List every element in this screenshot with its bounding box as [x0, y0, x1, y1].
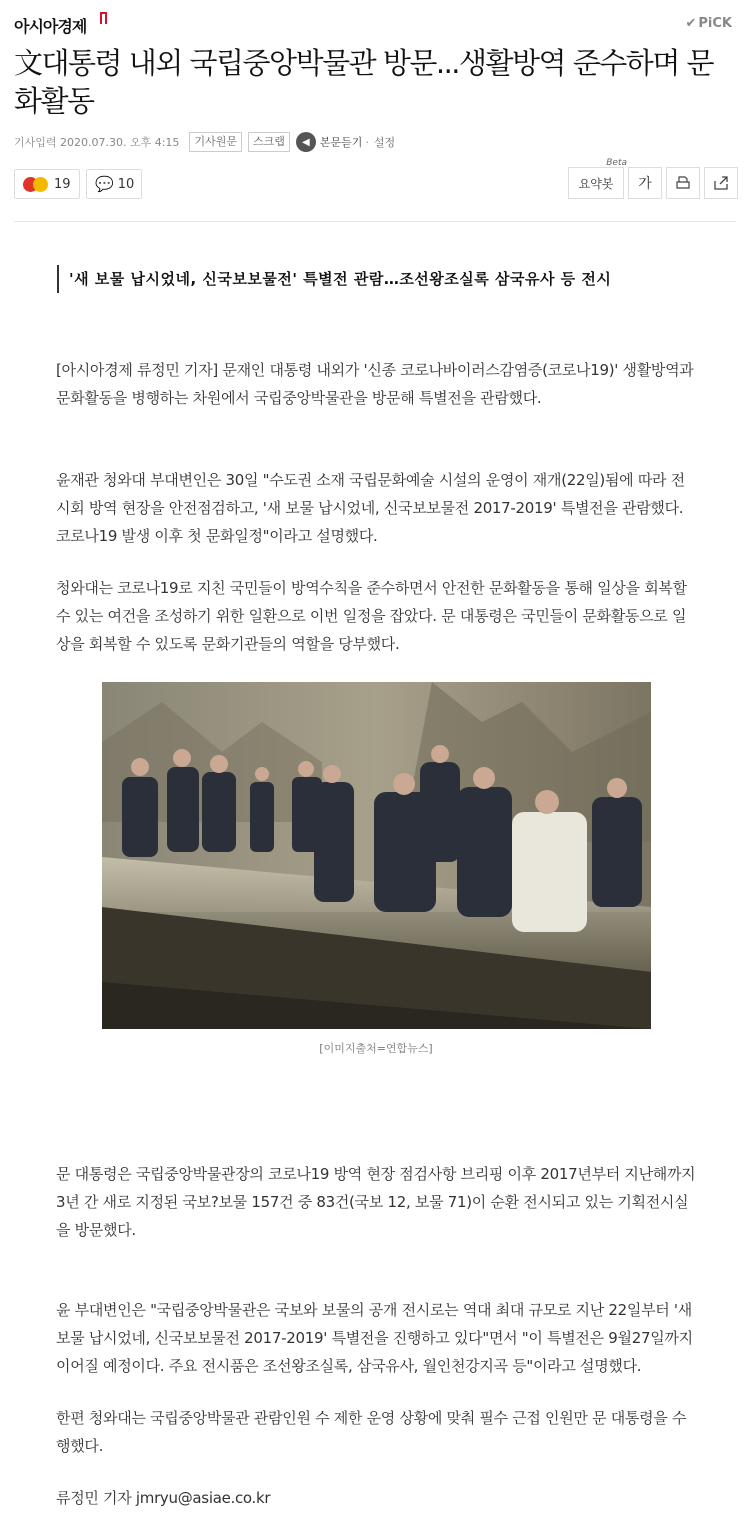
- meta-separator: ·: [365, 135, 369, 149]
- article-photo: [102, 682, 651, 1029]
- comment-button[interactable]: [86, 169, 142, 199]
- beta-badge: Beta: [606, 158, 627, 168]
- photo-caption: [이미지출처=연합뉴스]: [319, 1042, 433, 1055]
- check-icon: ✔: [685, 16, 697, 31]
- print-button[interactable]: [666, 167, 700, 199]
- article-paragraph-3: 청와대는 코로나19로 지친 국민들이 방역수칙을 준수하면서 안전한 문화활동을 통해 일상을 회복할 수 있는 여건을 조성하기 위한 일환으로 이번 일정을 잡았다. 문 대통령은 국민들이 문화활동으로 일상을 회복할 수 있도록 문화기관들의 역할을 당부했다.: [56, 579, 687, 653]
- font-size-label: 가: [638, 176, 652, 192]
- press-logo[interactable]: 아시아경제: [14, 17, 87, 36]
- press-logo-mark-icon: [100, 12, 107, 24]
- article-subheading: '새 보물 납시었네, 신국보보물전' 특별전 관람…조선왕조실록 삼국유사 등 전시: [57, 265, 699, 293]
- article-paragraph-1: [아시아경제 류정민 기자] 문재인 대통령 내외가 '신종 코로나바이러스감염증(코로나19)' 생활방역과 문화활동을 병행하는 차원에서 국립중앙박물관을 방문해 특별전을 관람했다.: [56, 361, 694, 407]
- listen-setting-button[interactable]: 설정: [373, 136, 396, 149]
- press-bar: [14, 10, 738, 40]
- reaction-count: 19: [54, 176, 71, 192]
- pick-label: PiCK: [698, 16, 732, 31]
- museum-visit-photo: [102, 682, 651, 1029]
- summary-bot-label: 요약봇: [578, 176, 614, 191]
- comment-icon: 💬: [95, 175, 114, 193]
- speaker-icon[interactable]: ◀: [296, 132, 316, 152]
- share-button[interactable]: [704, 167, 738, 199]
- original-article-button[interactable]: 기사원문: [189, 132, 242, 152]
- print-icon: [675, 175, 691, 191]
- article-byline: 류정민 기자 jmryu@asiae.co.kr: [56, 1489, 271, 1507]
- article-paragraph-5: 윤 부대변인은 "국립중앙박물관은 국보와 보물의 공개 전시로는 역대 최대 규모로 지난 22일부터 '새 보물 납시었네, 신국보보물전 2017-2019' 특별전을 진행하고 있다"면서 "이 특별전은 9월27일까지 이어질 예정이다. 주요 전시품은 조선왕조실록, 삼국유사, 월인천강지곡 등"이라고 설명했다.: [56, 1301, 693, 1375]
- article-paragraph-6: 한편 청와대는 국립중앙박물관 관람인원 수 제한 운영 상황에 맞춰 필수 근접 인원만 문 대통령을 수행했다.: [56, 1409, 687, 1455]
- publish-date: 기사입력 2020.07.30. 오후 4:15: [14, 136, 180, 149]
- article-meta: [14, 131, 395, 153]
- article-paragraph-4: 문 대통령은 국립중앙박물관장의 코로나19 방역 현장 점검사항 브리핑 이후 2017년부터 지난해까지 3년 간 새로 지정된 국보?보물 157건 중 83건(국보 12, 보물 71)이 순환 전시되고 있는 기획전시실을 방문했다.: [56, 1165, 696, 1239]
- share-icon: [713, 175, 729, 191]
- article-headline: 文대통령 내외 국립중앙박물관 방문...생활방역 준수하며 문화활동: [14, 46, 714, 118]
- article-paragraph-2: 윤재관 청와대 부대변인은 30일 "수도권 소재 국립문화예술 시설의 운영이 재개(22일)됨에 따라 전시회 방역 현장을 안전점검하고, '새 보물 납시었네, 신국보보물전 2017-2019' 특별전을 관람했다. 코로나19 발생 이후 첫 문화일정"이라고 설명했다.: [56, 471, 685, 545]
- comment-count: 10: [117, 176, 135, 192]
- summary-bot-button[interactable]: [568, 158, 627, 199]
- listen-button[interactable]: 본문듣기: [319, 136, 363, 149]
- font-size-button[interactable]: [628, 167, 662, 199]
- scrap-button[interactable]: 스크랩: [248, 132, 290, 152]
- header-divider: [14, 221, 736, 222]
- reaction-button[interactable]: [14, 169, 80, 199]
- surprised-emoji-icon: [33, 177, 48, 192]
- pick-badge[interactable]: [685, 16, 732, 31]
